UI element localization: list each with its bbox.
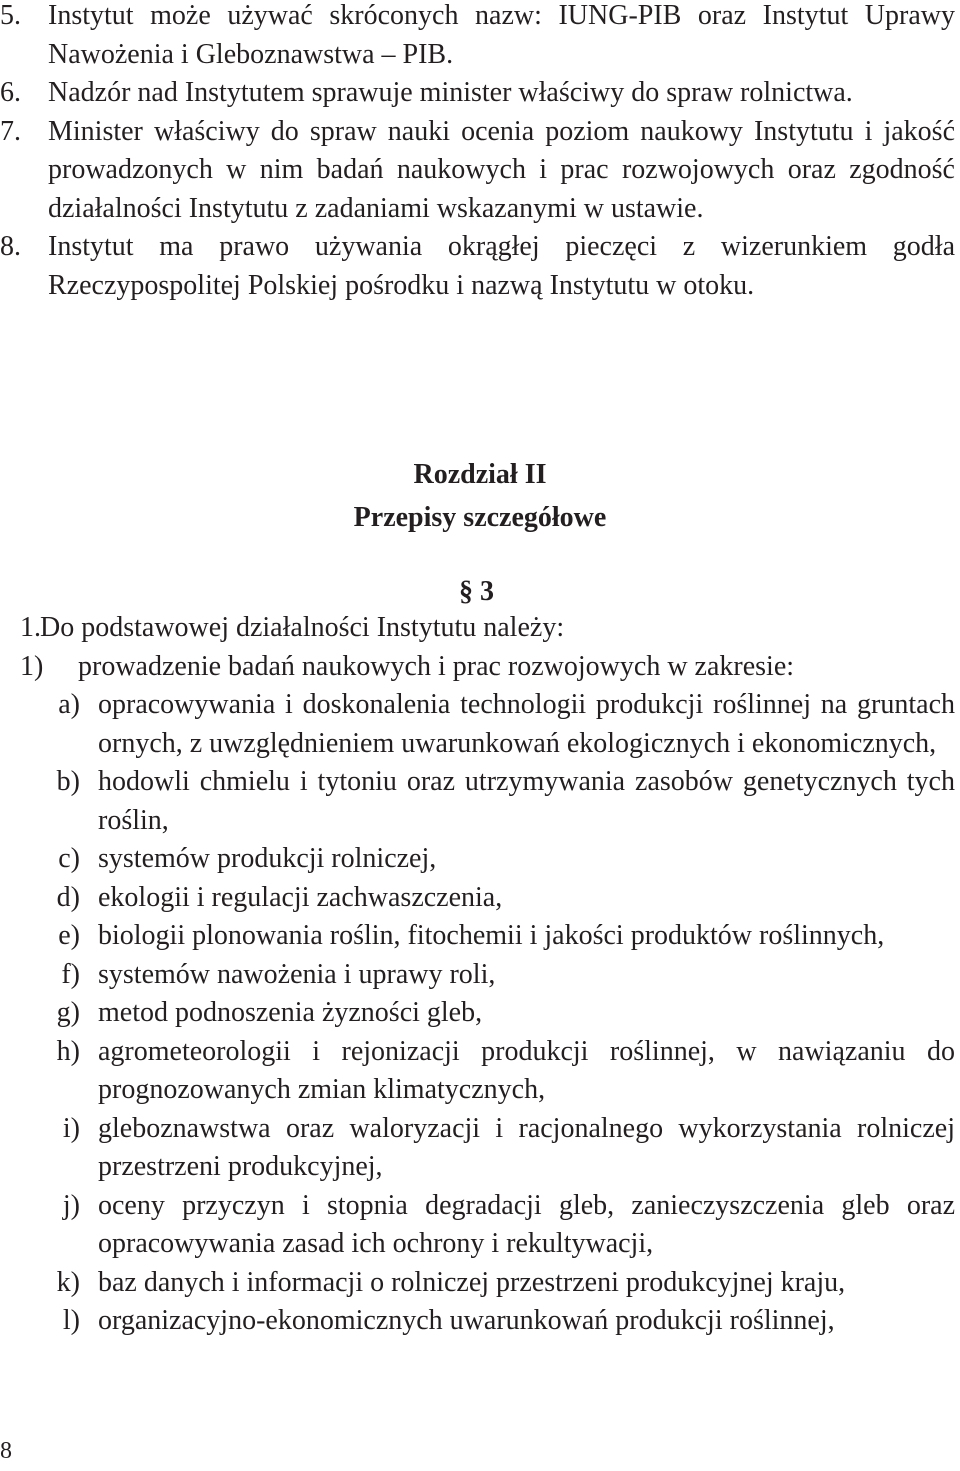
- list-item: [40, 1110, 955, 1187]
- item-text: Nadzór nad Instytutem sprawuje minister właściwy do spraw rolnictwa.: [48, 77, 853, 108]
- item-text: Minister właściwy do spraw nauki ocenia poziom naukowy Instytutu i jakość prowadzonych w nim badań naukowych i prac rozwojowych oraz zgodność działalności Instytutu z zadaniami wskazanymi w ustawie.: [48, 115, 955, 224]
- item-number: 7.: [0, 115, 21, 147]
- sub-text: opracowywania i doskonalenia technologii produkcji roślinnej na gruntach ornych, z uwzględnieniem uwarunkowań ekologicznych i ekonomicznych,: [98, 689, 955, 759]
- item-number: 6.: [0, 77, 21, 108]
- paragraph-block: [20, 609, 955, 1341]
- list-item: [40, 1187, 955, 1264]
- sub-letter: g): [56, 997, 80, 1028]
- sub-letter: i): [62, 1112, 80, 1144]
- sub-letter: e): [58, 920, 80, 951]
- page-number: 8: [0, 1438, 12, 1464]
- sub-text: systemów nawożenia i uprawy roli,: [98, 958, 496, 990]
- sub-letter: c): [58, 843, 80, 874]
- sub-text: metod podnoszenia żyzności gleb,: [98, 997, 483, 1028]
- section-number: § 3: [459, 576, 494, 607]
- sub-letter: j): [62, 1189, 80, 1221]
- list-item: [40, 686, 955, 763]
- list-item: [40, 879, 955, 918]
- sub-text: biologii plonowania roślin, fitochemii i jakości produktów roślinnych,: [98, 920, 885, 951]
- chapter-subtitle: Przepisy szczegółowe: [353, 502, 607, 533]
- list-item: [40, 1033, 955, 1110]
- list-item: [40, 956, 955, 995]
- sub-text: baz danych i informacji o rolniczej przestrzeni produkcyjnej kraju,: [98, 1266, 846, 1298]
- list-item: [40, 840, 955, 879]
- list-item: [0, 228, 955, 305]
- paragraph-number: 1.: [20, 612, 41, 643]
- sub-letter: b): [56, 766, 80, 797]
- item-number: 8.: [0, 231, 21, 262]
- sub-text: oceny przyczyn i stopnia degradacji gleb, zanieczyszczenia gleb oraz opracowywania zasad ich ochrony i rekultywacji,: [98, 1189, 955, 1259]
- list-item: [0, 74, 955, 113]
- item-number: 5.: [0, 0, 21, 31]
- point-text: prowadzenie badań naukowych i prac rozwojowych w zakresie:: [78, 650, 795, 682]
- top-numbered-list: [0, 0, 955, 305]
- sub-text: organizacyjno-ekonomicznych uwarunkowań produkcji roślinnej,: [98, 1305, 835, 1336]
- item-text: Instytut może używać skróconych nazw: IUNG-PIB oraz Instytut Uprawy Nawożenia i Gleboznawstwa – PIB.: [48, 0, 955, 70]
- list-item: [40, 917, 955, 956]
- list-item: [0, 113, 955, 229]
- list-item: [40, 1302, 955, 1341]
- sub-letter: a): [58, 689, 80, 720]
- chapter-title: Rozdział II: [413, 459, 547, 490]
- sub-text: agrometeorologii i rejonizacji produkcji roślinnej, w nawiązaniu do prognozowanych zmian klimatycznych,: [98, 1035, 955, 1105]
- sub-letter: f): [61, 958, 80, 990]
- list-item: [0, 0, 955, 74]
- chapter-heading: [0, 453, 960, 539]
- sub-text: systemów produkcji rolniczej,: [98, 843, 437, 874]
- list-item: [40, 994, 955, 1033]
- sub-text: hodowli chmielu i tytoniu oraz utrzymywania zasobów genetycznych tych roślin,: [98, 766, 955, 836]
- sub-text: gleboznawstwa oraz waloryzacji i racjonalnego wykorzystania rolniczej przestrzeni produkcyjnej,: [98, 1112, 955, 1182]
- item-text: Instytut ma prawo używania okrągłej pieczęci z wizerunkiem godła Rzeczypospolitej Polskiej pośrodku i nazwą Instytutu w otoku.: [48, 231, 955, 301]
- paragraph-intro: [20, 609, 955, 648]
- point-number: 1): [20, 650, 44, 682]
- list-item: [40, 1264, 955, 1303]
- sub-items-list: [40, 686, 955, 1341]
- sub-letter: d): [56, 881, 80, 913]
- list-item: [40, 763, 955, 840]
- point-item: [20, 648, 955, 687]
- paragraph-text: Do podstawowej działalności Instytutu należy:: [40, 612, 565, 643]
- sub-letter: h): [56, 1035, 80, 1067]
- sub-text: ekologii i regulacji zachwaszczenia,: [98, 881, 503, 913]
- sub-letter: l): [62, 1305, 80, 1336]
- sub-letter: k): [56, 1266, 80, 1298]
